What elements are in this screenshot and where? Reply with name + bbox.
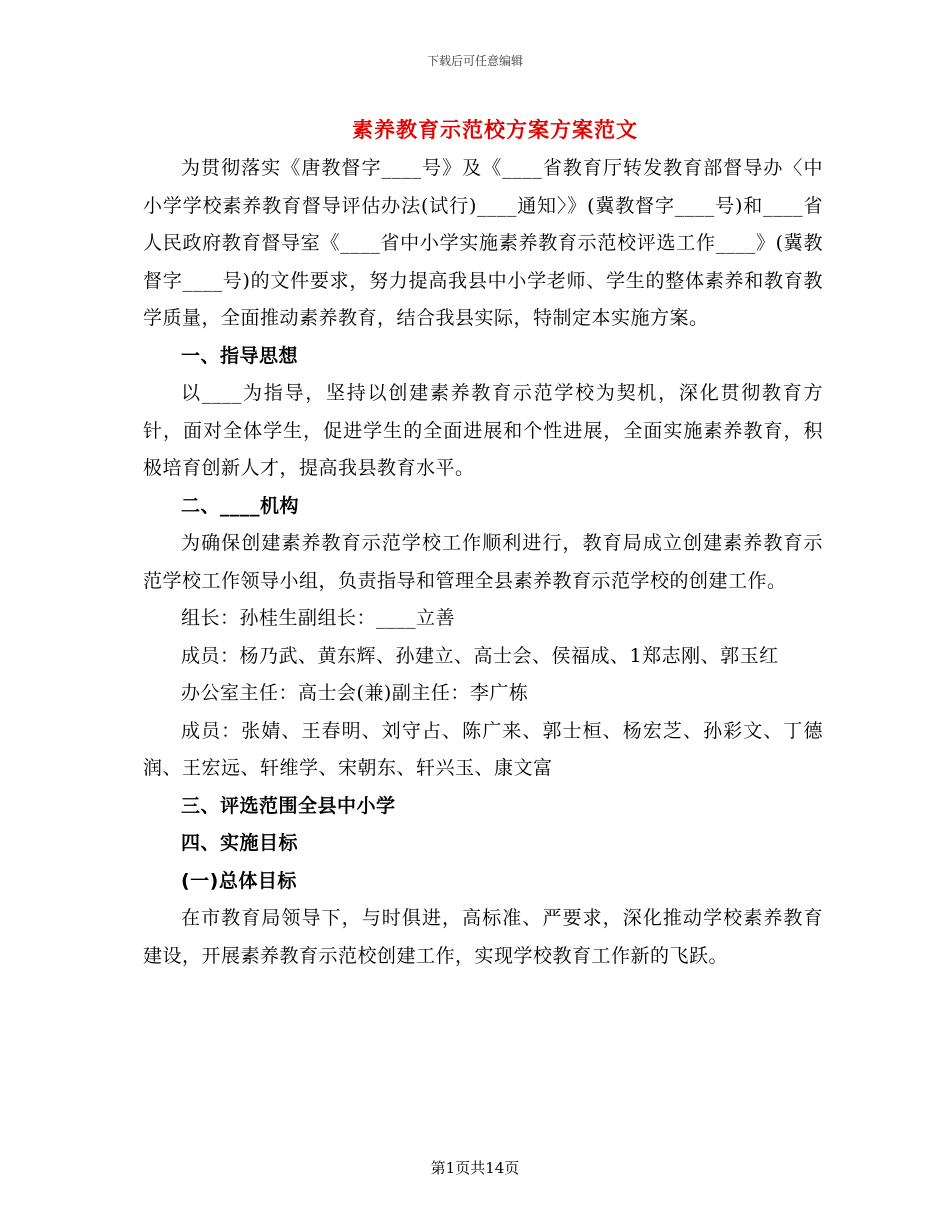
members-line-2: 成员：张婧、王春明、刘守占、陈广来、郭士桓、杨宏芝、孙彩文、丁德润、王宏远、轩维学、宋朝东、轩兴玉、康文富 xyxy=(143,719,823,779)
organization-paragraph: 为确保创建素养教育示范学校工作顺利进行，教育局成立创建素养教育示范学校工作领导小组，负责指导和管理全县素养教育示范学校的创建工作。 xyxy=(143,532,823,592)
section-heading-scope: 三、评选范围全县中小学 xyxy=(181,794,396,817)
guiding-thought-paragraph: 以____为指导，坚持以创建素养教育示范学校为契机，深化贯彻教育方针，面对全体学生，促进学生的全面进展和个性进展，全面实施素养教育，积极培育创新人才，提高我县教育水平。 xyxy=(143,382,823,479)
office-director-line: 办公室主任：高士会(兼)副主任：李广栋 xyxy=(181,682,529,704)
document-body xyxy=(143,150,823,975)
members-line-1: 成员：杨乃武、黄东辉、孙建立、高士会、侯福成、1郑志刚、郭玉红 xyxy=(181,644,779,667)
intro-paragraph: 为贯彻落实《唐教督字____号》及《____省教育厅转发教育部督导办〈中小学学校素养教育督导评估办法(试行)____通知〉》(冀教督字____号)和____省人民政府教育督导室《____省中小学实施素养教育示范校评选工作____》(冀教督字____号)的文件要求，努力提高我县中小学老师、学生的整体素养和教育教学质量，全面推动素养教育，结合我县实际，特制定本实施方案。 xyxy=(143,157,823,329)
overall-goal-paragraph: 在市教育局领导下，与时俱进，高标准、严要求，深化推动学校素养教育建设，开展素养教育示范校创建工作，实现学校教育工作新的飞跃。 xyxy=(143,907,823,967)
subsection-heading-overall-goal: (一)总体目标 xyxy=(181,869,297,892)
section-heading-goals: 四、实施目标 xyxy=(181,832,299,854)
page-number: 第1页共14页 xyxy=(430,1159,520,1177)
section-heading-guiding-thought: 一、指导思想 xyxy=(181,344,299,367)
section-heading-organization: 二、____机构 xyxy=(181,494,300,517)
leader-line: 组长：孙桂生副组长：____立善 xyxy=(181,607,456,629)
document-title: 素养教育示范校方案方案范文 xyxy=(352,117,638,142)
page-header-note: 下载后可任意编辑 xyxy=(426,54,523,68)
